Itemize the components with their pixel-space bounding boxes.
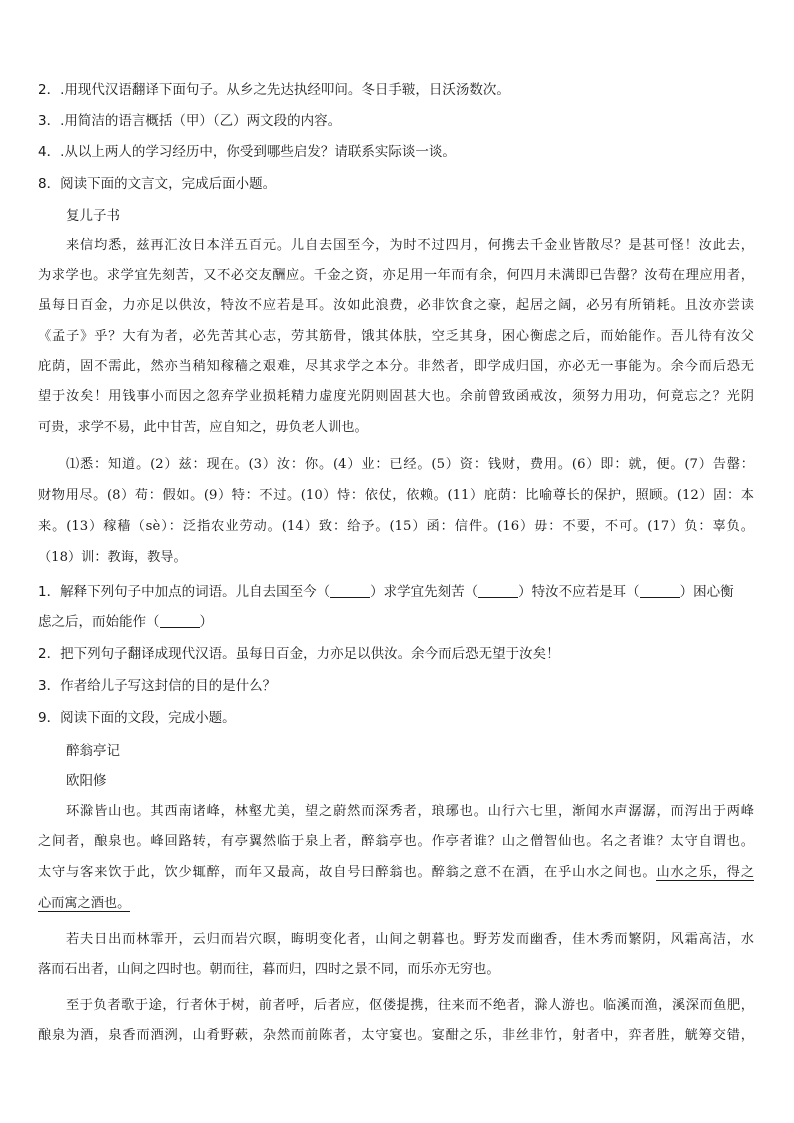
question-2-translate-letter: 2．把下列句子翻译成现代汉语。虽每日百金，力亦足以供汝。余今而后恐无望于汝矣！: [38, 646, 560, 662]
question-4-reflect: 4．.从以上两人的学习经历中，你受到哪些启发？请联系实际谈一谈。: [38, 144, 456, 160]
section-9-heading: 9．阅读下面的文段，完成小题。: [38, 710, 236, 726]
question-1-vocabulary: 1．解释下列句子中加点的词语。儿自去国至今（ ）求学宜先刻苦（ ）特汝不应若是耳（ ）困心衡: [38, 584, 734, 600]
annotation-line: 来。(13）稼穑（sè）：泛指农业劳动。(14）致：给予。(15）函：信件。(16）毋：不要，不可。(17）负：辜负。: [38, 519, 754, 534]
answer-blank[interactable]: [160, 613, 200, 628]
letter-line: 来信均悉，兹再汇汝日本洋五百元。儿自去国至今，为时不过四月，何携去千金业皆散尽？是甚可怪！汝此去，: [66, 238, 754, 253]
answer-blank[interactable]: [478, 583, 518, 598]
underlined-sentence: 山水之乐，得之: [656, 865, 754, 880]
section-8-heading: 8．阅读下面的文言文，完成后面小题。: [38, 176, 277, 192]
letter-line: 《孟子》乎？大有为者，必先苦其心志，劳其筋骨，饿其体肤，空乏其身，困心衡虑之后，而始能作。吾儿待有汝父: [38, 329, 754, 344]
question-3-purpose: 3．作者给儿子写这封信的目的是什么？: [38, 678, 277, 694]
essay-line: 之间者，酿泉也。峰回路转，有亭翼然临于泉上者，醉翁亭也。作亭者谁？山之僧智仙也。名之者谁？太守自谓也。: [38, 834, 754, 849]
annotation-line: （18）训：教诲，教导。: [38, 550, 187, 565]
annotation-line: ⑴悉：知道。(2）兹：现在。(3）汝：你。(4）业：已经。(5）资：钱财，费用。(6）即：就，便。(7）告罄：: [66, 457, 754, 472]
answer-blank[interactable]: [330, 583, 370, 598]
essay-line: 落而石出者，山间之四时也。朝而往，暮而归，四时之景不同，而乐亦无穷也。: [38, 962, 500, 977]
annotation-line: 财物用尽。(8）苟：假如。(9）特：不过。(10）恃：依仗，依赖。(11）庇荫：比喻尊长的保护，照顾。(12）固：本: [38, 488, 754, 503]
essay-title: 醉翁亭记: [66, 743, 120, 759]
essay-line: [38, 894, 754, 914]
essay-line: 酿泉为酒，泉香而酒洌，山肴野蔌，杂然而前陈者，太守宴也。宴酣之乐，非丝非竹，射者中，弈者胜，觥筹交错，: [38, 1028, 754, 1043]
essay-author: 欧阳修: [66, 773, 107, 789]
question-2-translate: 2．.用现代汉语翻译下面句子。从乡之先达执经叩问。冬日手皲，日沃汤数次。: [38, 82, 510, 98]
letter-title: 复儿子书: [66, 208, 120, 224]
answer-blank[interactable]: [640, 583, 680, 598]
question-3-summarize: 3．.用简洁的语言概括（甲）（乙）两文段的内容。: [38, 113, 342, 129]
question-1-vocabulary-cont: 虑之后，而始能作（ ）: [38, 614, 213, 630]
letter-line: 虽每日百金，力亦足以供汝，特汝不应若是耳。汝如此浪费，必非饮食之豪，起居之阔，必另有所销耗。且汝亦尝读: [38, 298, 754, 313]
letter-line: 庇荫，固不需此，然亦当稍知稼穑之艰难，尽其求学之本分。非然者，即学成归国，亦必无一事能为。余今而后恐无: [38, 359, 754, 374]
essay-line: 环滁皆山也。其西南诸峰，林壑尤美，望之蔚然而深秀者，琅琊也。山行六七里，渐闻水声潺潺，而泻出于两峰: [66, 804, 754, 819]
underlined-sentence: 心而寓之酒也。: [38, 896, 131, 911]
letter-line: 为求学也。求学宜先刻苦，又不必交友酬应。千金之资，亦足用一年而有余，何四月未满即已告罄？汝苟在理应用者，: [38, 268, 754, 283]
letter-line: 望于汝矣！用钱事小而因之忽弃学业损耗精力虚度光阴则固甚大也。余前曾致函戒汝，须努力用功，何竟忘之？光阴: [38, 389, 754, 404]
essay-line: 太守与客来饮于此，饮少辄醉，而年又最高，故自号曰醉翁也。醉翁之意不在酒，在乎山水之间也。山水之乐，得之: [38, 865, 754, 880]
essay-line: 若夫日出而林霏开，云归而岩穴暝，晦明变化者，山间之朝暮也。野芳发而幽香，佳木秀而繁阴，风霜高洁，水: [66, 932, 754, 947]
letter-line: 可贵，求学不易，此中甘苦，应自知之，毋负老人训也。: [38, 420, 368, 435]
essay-line: 至于负者歌于途，行者休于树，前者呼，后者应，伛偻提携，往来而不绝者，滁人游也。临溪而渔，溪深而鱼肥，: [66, 998, 754, 1013]
